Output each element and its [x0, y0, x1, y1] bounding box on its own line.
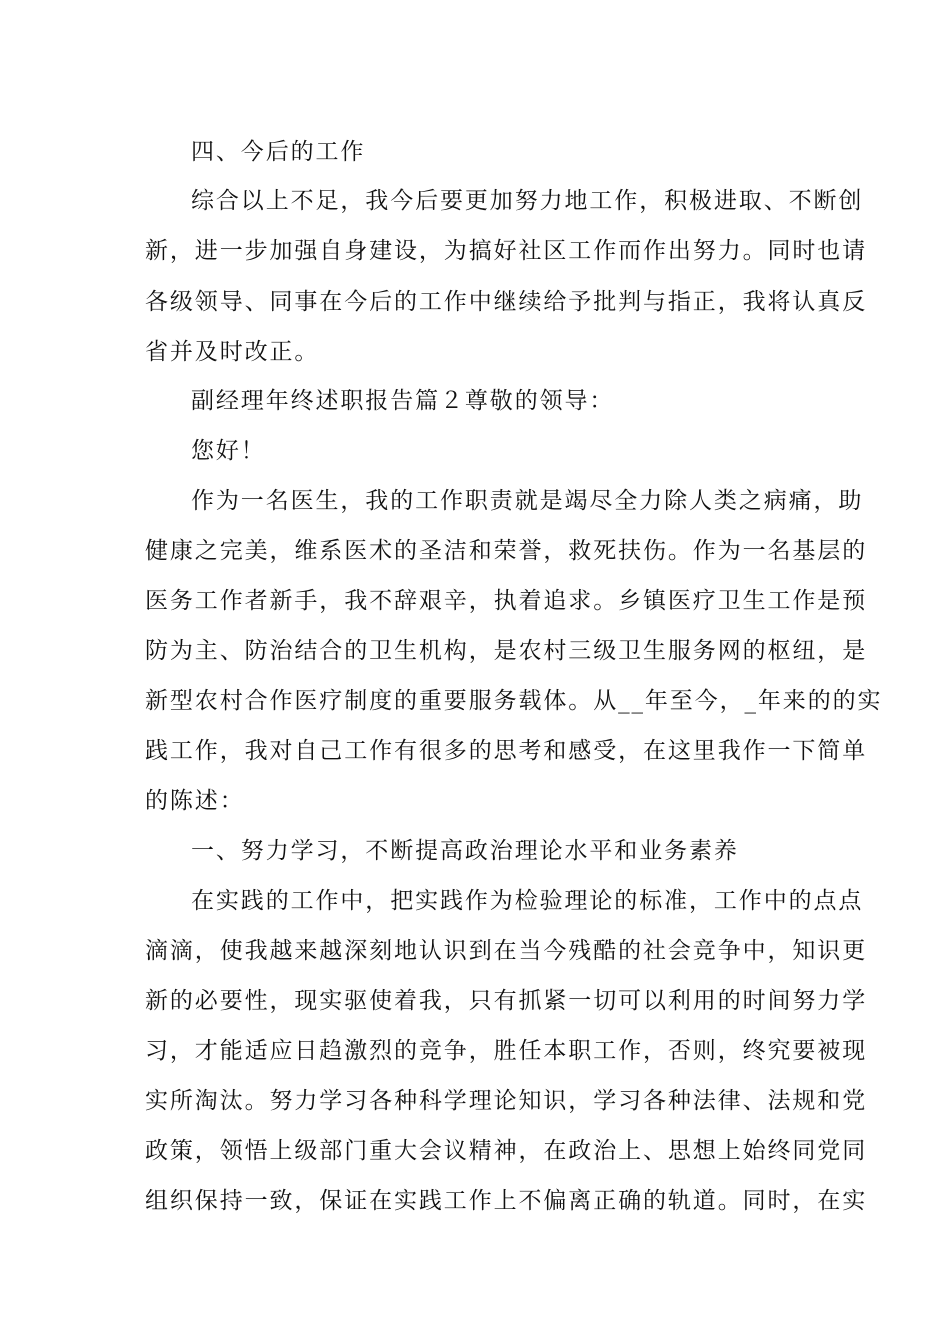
paragraph-line: 新型农村合作医疗制度的重要服务载体。从__年至今，_年来的的实	[145, 688, 883, 714]
paragraph-line: 医务工作者新手，我不辞艰辛，执着追求。乡镇医疗卫生工作是预	[145, 588, 868, 614]
paragraph-line: 组织保持一致，保证在实践工作上不偏离正确的轨道。同时，在实	[145, 1188, 868, 1214]
paragraph-line: 践工作，我对自己工作有很多的思考和感受，在这里我作一下简单	[145, 738, 868, 764]
paragraph-line: 的陈述：	[145, 788, 245, 814]
greeting-line: 您好！	[191, 438, 266, 464]
paragraph-line: 防为主、防治结合的卫生机构，是农村三级卫生服务网的枢纽，是	[145, 638, 868, 664]
paragraph-line: 综合以上不足，我今后要更加努力地工作，积极进取、不断创	[191, 188, 864, 214]
paragraph-line: 实所淘汰。努力学习各种科学理论知识，学习各种法律、法规和党	[145, 1088, 868, 1114]
paragraph-line: 新的必要性，现实驱使着我，只有抓紧一切可以利用的时间努力学	[145, 988, 868, 1014]
section-heading-study: 一、努力学习，不断提高政治理论水平和业务素养	[191, 838, 739, 864]
paragraph-line: 健康之完美，维系医术的圣洁和荣誉，救死扶伤。作为一名基层的	[145, 538, 868, 564]
paragraph-line: 各级领导、同事在今后的工作中继续给予批判与指正，我将认真反	[145, 289, 868, 315]
paragraph-line: 滴滴，使我越来越深刻地认识到在当今残酷的社会竞争中，知识更	[145, 938, 868, 964]
paragraph-line: 在实践的工作中，把实践作为检验理论的标准，工作中的点点	[191, 888, 864, 914]
section-heading-future-work: 四、今后的工作	[191, 139, 366, 165]
paragraph-line: 政策，领悟上级部门重大会议精神，在政治上、思想上始终同党同	[145, 1138, 868, 1164]
paragraph-line: 习，才能适应日趋激烈的竞争，胜任本职工作，否则，终究要被现	[145, 1038, 868, 1064]
paragraph-line: 省并及时改正。	[145, 339, 320, 365]
report-title-line: 副经理年终述职报告篇２尊敬的领导：	[191, 388, 615, 414]
paragraph-line: 新，进一步加强自身建设，为搞好社区工作而作出努力。同时也请	[145, 238, 868, 264]
paragraph-line: 作为一名医生，我的工作职责就是竭尽全力除人类之病痛，助	[191, 488, 864, 514]
